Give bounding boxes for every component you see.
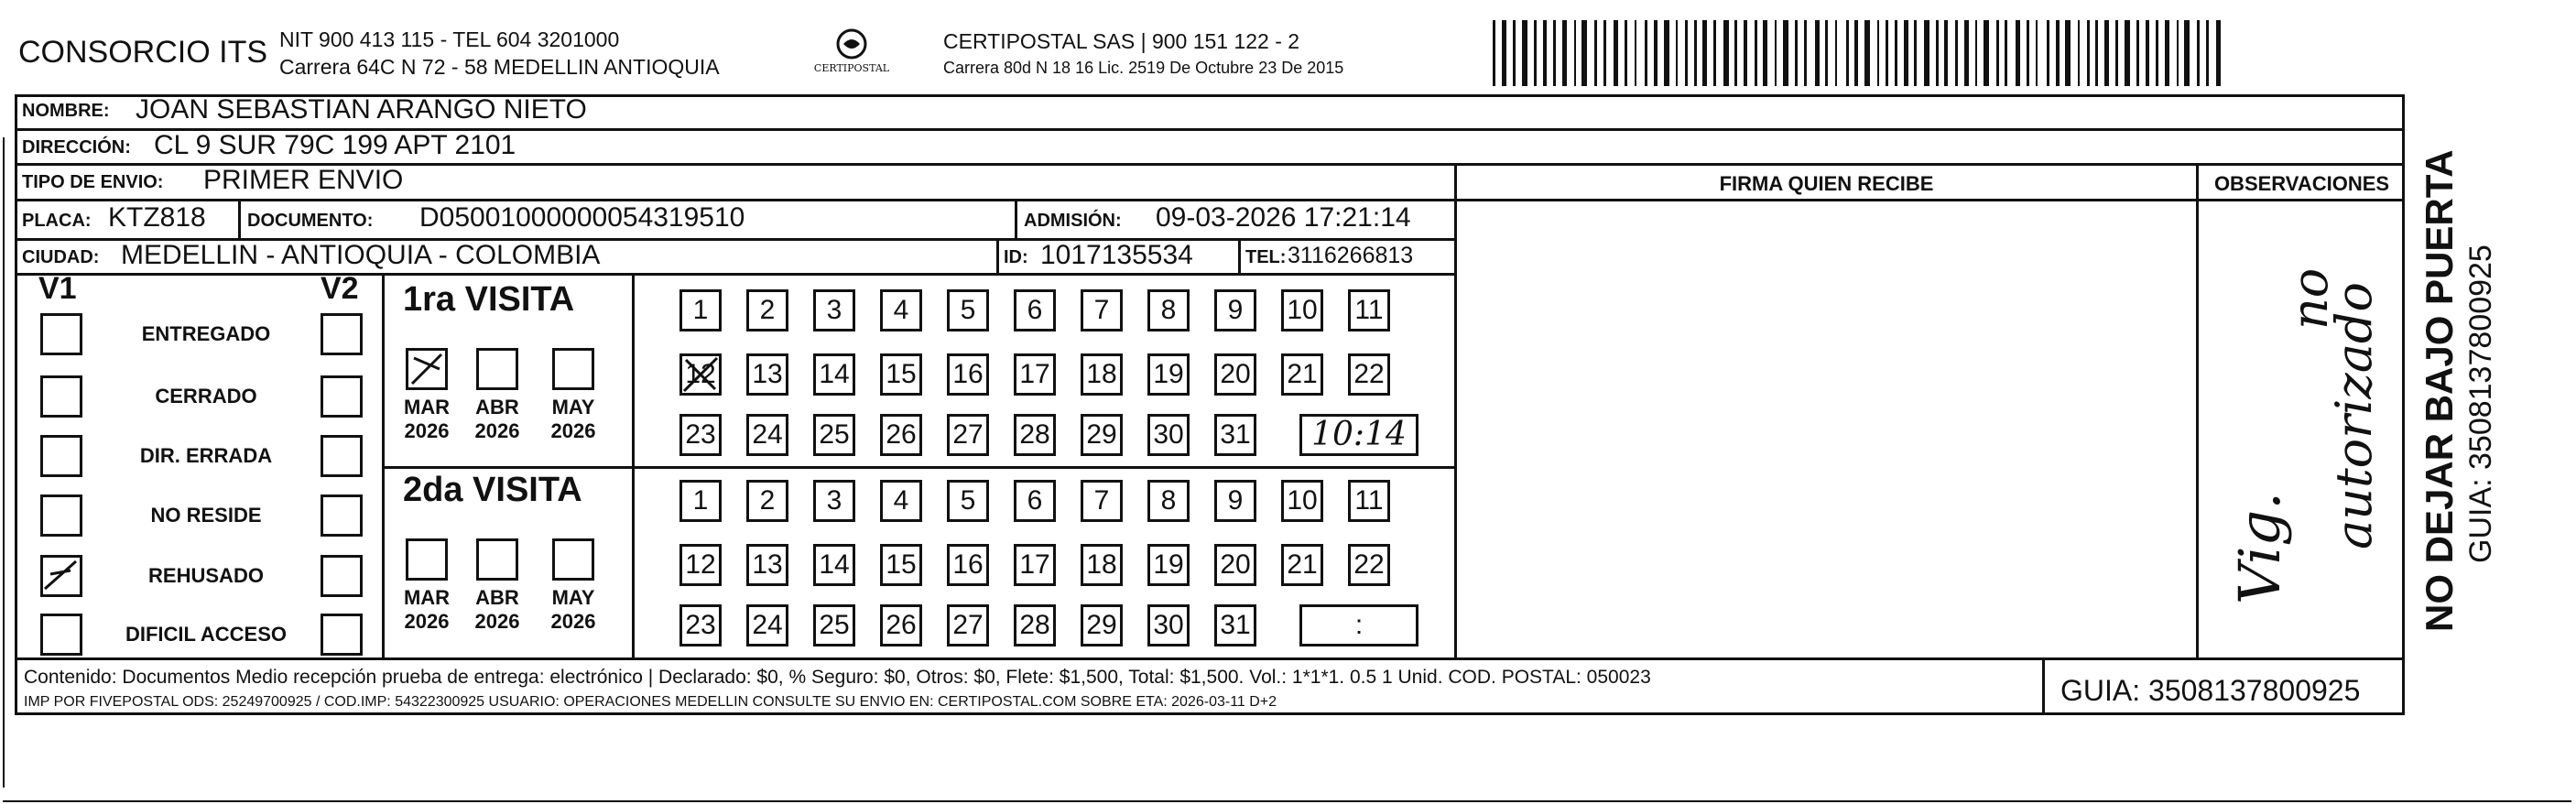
day-box[interactable]: 27 — [947, 414, 989, 456]
status-label: NO RESIDE — [150, 504, 262, 527]
day-box[interactable]: 2 — [746, 289, 788, 331]
day-box[interactable]: 12 — [679, 544, 722, 586]
v2-checkbox[interactable] — [321, 494, 363, 537]
placa-label: PLACA: — [22, 211, 92, 231]
v2-checkbox[interactable] — [321, 614, 363, 656]
side-warning: NO DEJAR BAJO PUERTA — [2418, 149, 2461, 632]
v2-checkbox[interactable] — [321, 555, 363, 597]
direccion-label: DIRECCIÓN: — [22, 137, 131, 158]
company-name: CONSORCIO ITS — [18, 35, 268, 70]
day-box[interactable]: 22 — [1348, 544, 1390, 586]
admision-value: 09-03-2026 17:21:14 — [1156, 202, 1411, 233]
day-box[interactable]: 9 — [1214, 480, 1256, 522]
side-guia: GUIA: 3508137800925 — [2463, 244, 2498, 563]
v1-checkbox[interactable] — [40, 375, 82, 418]
admision-divider — [1015, 199, 1017, 238]
check-mark-icon — [43, 558, 80, 594]
day-box[interactable]: 25 — [813, 604, 855, 646]
day-box[interactable]: 22 — [1348, 353, 1390, 396]
signature-area[interactable] — [1457, 201, 2196, 657]
day-box[interactable]: 30 — [1147, 414, 1190, 456]
check-mark-icon — [408, 351, 445, 387]
footer-guia-divider — [2042, 657, 2045, 715]
firma-header: FIRMA QUIEN RECIBE — [1719, 172, 1934, 195]
company-nit: NIT 900 413 115 - TEL 604 3201000 — [279, 27, 620, 51]
day-box[interactable]: 27 — [947, 604, 989, 646]
footer-divider — [15, 657, 2405, 660]
month-checkbox[interactable] — [406, 348, 448, 390]
ciudad-label: CIUDAD: — [22, 247, 100, 267]
day-box[interactable]: 12 — [679, 353, 722, 396]
day-box[interactable]: 17 — [1014, 544, 1056, 586]
tel-label: TEL: — [1245, 247, 1287, 267]
admision-label: ADMISIÓN: — [1024, 211, 1122, 231]
day-box[interactable]: 3 — [813, 289, 855, 331]
day-box[interactable]: 23 — [679, 414, 722, 456]
documento-value: D05001000000054319510 — [419, 202, 745, 233]
left-edge-mark — [3, 137, 5, 788]
day-box[interactable]: 26 — [880, 604, 922, 646]
v1-checkbox[interactable] — [40, 494, 82, 537]
day-box[interactable]: 10 — [1281, 289, 1323, 331]
nombre-value: JOAN SEBASTIAN ARANGO NIETO — [136, 94, 587, 125]
day-box[interactable]: 4 — [880, 480, 922, 522]
tipo-envio-label: TIPO DE ENVIO: — [22, 172, 164, 192]
v1-checkbox[interactable] — [40, 435, 82, 477]
month-checkbox[interactable] — [552, 538, 594, 581]
carrier-name: CERTIPOSTAL SAS | 900 151 122 - 2 — [943, 29, 1300, 53]
footer-imp-info: IMP POR FIVEPOSTAL ODS: 25249700925 / COD.IMP: 54322300925 USUARIO: OPERACIONES MEDELLIN CONSULTE SU ENVIO EN: CERTIPOSTAL.COM SOBRE ETA: 2026-03-11 D+2 — [24, 694, 1277, 710]
month-label: MAY 2026 — [550, 396, 596, 442]
footer-contenido: Contenido: Documentos Medio recepción prueba de entrega: electrónico | Declarado: $0, % Seguro: $0, Otros: $0, Flete: $1,500, Total: $1,500. Vol.: 1*1*1. 0.5 1 Unid. COD. POSTAL: 050023 — [24, 667, 1651, 688]
day-box[interactable]: 1 — [679, 289, 722, 331]
v2-label: V2 — [321, 271, 359, 306]
day-box[interactable]: 5 — [947, 480, 989, 522]
day-box[interactable]: 5 — [947, 289, 989, 331]
month-label: MAR 2026 — [403, 586, 451, 633]
day-box[interactable]: 21 — [1281, 544, 1323, 586]
month-checkbox[interactable] — [476, 348, 518, 390]
placa-divider — [238, 199, 241, 238]
day-box[interactable]: 6 — [1014, 289, 1056, 331]
v1-checkbox[interactable] — [40, 555, 82, 597]
tipo-envio-value: PRIMER ENVIO — [203, 165, 404, 195]
day-box[interactable]: 31 — [1214, 604, 1256, 646]
month-label: ABR 2026 — [474, 396, 520, 442]
row-divider — [15, 273, 1457, 276]
day-box[interactable]: 19 — [1147, 544, 1190, 586]
id-label: ID: — [1004, 247, 1028, 267]
day-box[interactable]: 2 — [746, 480, 788, 522]
day-box[interactable]: 8 — [1147, 480, 1190, 522]
day-box[interactable]: 28 — [1014, 414, 1056, 456]
id-divider — [996, 238, 999, 273]
v2-checkbox[interactable] — [321, 375, 363, 418]
obs-handwriting-2: no — [2281, 267, 2339, 330]
first-visit-title: 1ra VISITA — [403, 280, 575, 319]
day-box[interactable]: 18 — [1081, 544, 1123, 586]
month-label: MAR 2026 — [403, 396, 451, 442]
day-box[interactable]: 28 — [1014, 604, 1056, 646]
day-box[interactable]: 24 — [746, 414, 788, 456]
obs-handwriting-3: autorizado — [2325, 282, 2383, 549]
day-box[interactable]: 10 — [1281, 480, 1323, 522]
month-checkbox[interactable] — [476, 538, 518, 581]
month-checkbox[interactable] — [552, 348, 594, 390]
day-box[interactable]: 17 — [1014, 353, 1056, 396]
status-label: DIFICIL ACCESO — [125, 623, 287, 646]
day-box[interactable]: 15 — [880, 353, 922, 396]
day-box[interactable]: 7 — [1081, 289, 1123, 331]
day-box[interactable]: 30 — [1147, 604, 1190, 646]
day-box[interactable]: 14 — [813, 544, 855, 586]
day-box[interactable]: 20 — [1214, 353, 1256, 396]
time-box[interactable]: : — [1299, 604, 1418, 646]
obs-handwriting-1: Vig. — [2226, 492, 2293, 604]
day-box[interactable]: 11 — [1348, 480, 1390, 522]
day-box[interactable]: 16 — [947, 544, 989, 586]
day-box[interactable]: 4 — [880, 289, 922, 331]
tel-value: 3116266813 — [1288, 243, 1414, 268]
day-box[interactable]: 26 — [880, 414, 922, 456]
day-box[interactable]: 31 — [1214, 414, 1256, 456]
placa-value: KTZ818 — [108, 202, 206, 233]
company-address: Carrera 64C N 72 - 58 MEDELLIN ANTIOQUIA — [279, 55, 720, 79]
certipostal-logo — [810, 27, 893, 78]
direccion-value: CL 9 SUR 79C 199 APT 2101 — [154, 130, 516, 160]
day-box[interactable]: 29 — [1081, 604, 1123, 646]
status-label: ENTREGADO — [141, 322, 271, 345]
day-box[interactable]: 29 — [1081, 414, 1123, 456]
cross-mark-icon — [682, 356, 719, 393]
day-box[interactable]: 8 — [1147, 289, 1190, 331]
day-box[interactable]: 16 — [947, 353, 989, 396]
v2-checkbox[interactable] — [321, 313, 363, 355]
day-box[interactable]: 9 — [1214, 289, 1256, 331]
v1-checkbox[interactable] — [40, 614, 82, 656]
day-box[interactable]: 6 — [1014, 480, 1056, 522]
v1-label: V1 — [38, 271, 77, 306]
day-box[interactable]: 3 — [813, 480, 855, 522]
status-divider — [382, 273, 385, 657]
nombre-label: NOMBRE: — [22, 101, 110, 121]
v1-checkbox[interactable] — [40, 313, 82, 355]
documento-label: DOCUMENTO: — [247, 211, 374, 231]
v2-checkbox[interactable] — [321, 435, 363, 477]
month-label: MAY 2026 — [550, 586, 596, 633]
ciudad-value: MEDELLIN - ANTIOQUIA - COLOMBIA — [121, 240, 601, 270]
day-box[interactable]: 14 — [813, 353, 855, 396]
row-divider — [15, 199, 1457, 201]
second-visit-title: 2da VISITA — [403, 471, 582, 509]
day-box[interactable]: 23 — [679, 604, 722, 646]
barcode — [1493, 20, 2225, 86]
month-label: ABR 2026 — [474, 586, 520, 633]
day-box[interactable]: 1 — [679, 480, 722, 522]
visit-days-divider — [632, 273, 635, 657]
time-box[interactable]: 10:14 — [1299, 414, 1418, 456]
day-box[interactable]: 13 — [746, 544, 788, 586]
status-label: REHUSADO — [148, 564, 264, 587]
visit-divider — [382, 466, 1457, 469]
month-checkbox[interactable] — [406, 538, 448, 581]
day-box[interactable]: 13 — [746, 353, 788, 396]
day-box[interactable]: 7 — [1081, 480, 1123, 522]
footer-guia: GUIA: 3508137800925 — [2060, 674, 2361, 707]
day-box[interactable]: 25 — [813, 414, 855, 456]
logo-text: CERTIPOSTAL — [813, 62, 890, 74]
carrier-address: Carrera 80d N 18 16 Lic. 2519 De Octubre 23 De 2015 — [943, 59, 1344, 77]
day-box[interactable]: 24 — [746, 604, 788, 646]
id-value: 1017135534 — [1040, 240, 1193, 270]
status-label: CERRADO — [155, 385, 257, 407]
bottom-edge-line — [3, 800, 2571, 802]
day-box[interactable]: 15 — [880, 544, 922, 586]
tel-divider — [1238, 238, 1241, 273]
day-box[interactable]: 20 — [1214, 544, 1256, 586]
day-box[interactable]: 11 — [1348, 289, 1390, 331]
observaciones-area[interactable] — [2199, 201, 2405, 657]
day-box[interactable]: 18 — [1081, 353, 1123, 396]
day-box[interactable]: 19 — [1147, 353, 1190, 396]
day-box[interactable]: 21 — [1281, 353, 1323, 396]
observaciones-header: OBSERVACIONES — [2213, 172, 2390, 195]
status-label: DIR. ERRADA — [139, 444, 273, 467]
